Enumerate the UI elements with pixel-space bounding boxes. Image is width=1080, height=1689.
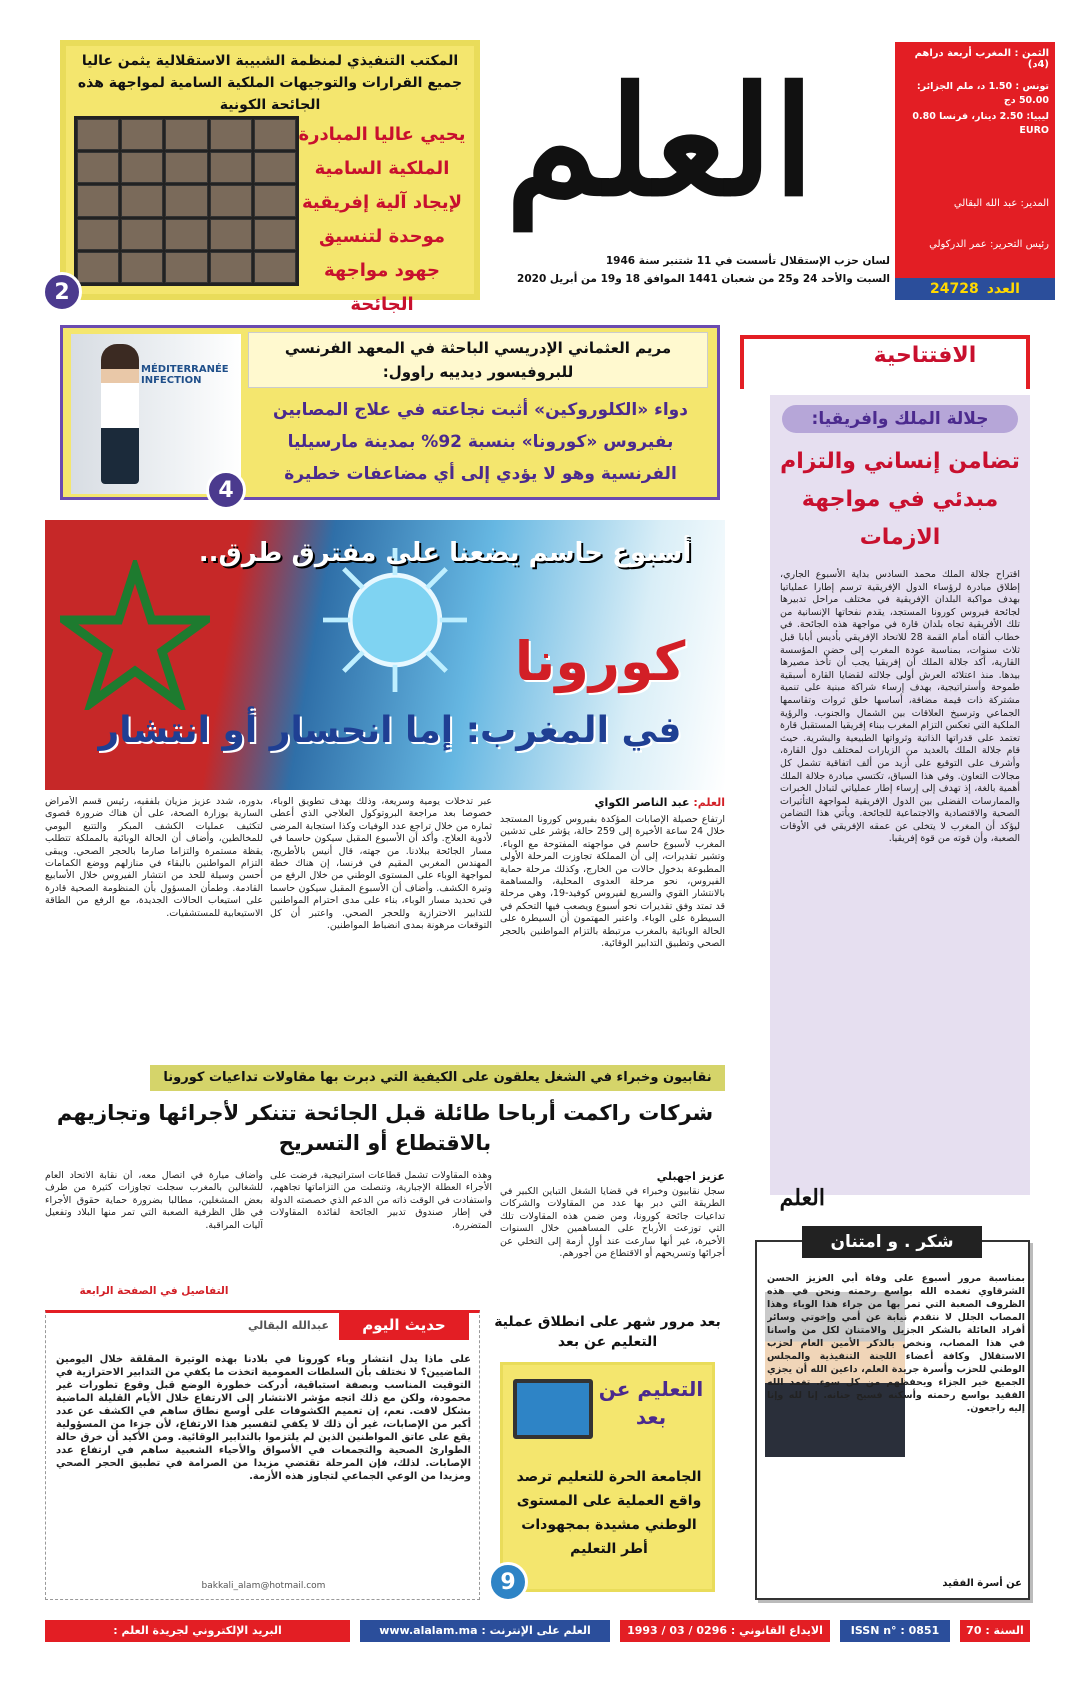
business-column-3: وأضاف ميارة في اتصال معه، أن نقابة الاتحاد العام للشغالين بالمغرب سجلت تجاوزات كثيرة من طرف بعض المشغلين، مطالبا بضرورة حماية حقوق الأجراء في ظل الظرفية الصعبة التي تمر منها البلاد وتفعيل آليات المراقبة. — [45, 1170, 263, 1231]
business-headline: شركات راكمت أرباحا طائلة قبل الجائحة تتنكر لأجرائها وتجازيهم بالاقتطاع أو التسريح — [56, 1101, 714, 1155]
video-conference-photo — [74, 116, 299, 286]
business-column-2: وهذه المقاولات تشمل قطاعات استراتيجية، فرضت على الأجراء العطلة الإجبارية، وتنصلت من التزاماتها تجاههم، واستفادت في الوقت ذاته من الدعم الذي خصصته الدولة في إطار صندوق تدبير الجائحة لفائدة المقاولات المتضررة. — [270, 1170, 492, 1231]
director-text: المدير: عبد الله البقالي — [953, 198, 1049, 209]
laptop-icon — [513, 1379, 593, 1439]
footer-bar — [45, 1620, 1030, 1659]
footer-year: السنة : 70 — [960, 1620, 1030, 1642]
column-box — [45, 1310, 480, 1600]
thanks-label: شكر . و امتنان — [830, 1232, 954, 1252]
business-kicker-box — [150, 1065, 725, 1091]
editorial — [740, 335, 1030, 1245]
price-text: الثمن : المغرب أربعة دراهم (4د) — [914, 48, 1049, 70]
abroad-price-1: تونس : 1.50 د، ملم الجزائر: 50.00 دج — [916, 81, 1049, 106]
business-byline: عزيز اجهبلي — [656, 1170, 725, 1183]
editorial-kicker: جلالة الملك وافريقيا: — [782, 405, 1018, 433]
page-4-badge: 4 — [206, 470, 246, 510]
issue-label: العدد — [986, 281, 1020, 297]
editorial-text: اقتراح جلالة الملك محمد السادس بداية الأسبوع الجاري، إطلاق مبادرة لرؤساء الدول الإفريقية ترسم إطارا عملياتيا بهدف مواكبة البلدان الإفريقية في مختلف مراحل تدبيرها لجائحة فيروس كورونا المستجد، يقدم نفحاتها الإنسانية من تلك الأفريقية تجاه بلدان قارة في مواجهة هذه الجائحة. في خطاب ألقاه أمام القمة 28 للاتحاد الإفريقي بأديس أبابا قبل ثلاث سنوات، بمناسبة عودة المغرب إلى حضن المؤسسة القارية، أكد جلالة الملك أن إفريقيا يجب أن تأخذ مصيرها بيدها. منذ اعتلائه العرش أولى جلالته لقضايا القارة أسبقية طموحة وأستراتيجية، بهدف إرساء شراكة مبنية على تنمية مشتركة ذات قيمة مضافة، أساسها خلق ثروات وتقاسمها الجماعي وترسيخ العلاقات بين الشمال والجنوب. والرؤية الملكية التي تعكس التزام المغرب ببناء إفريقيا المستقبل قارة تعتمد على قدراتها الذاتية وثرواتها الطبيعية والبشرية. حيث قام جلالة الملك بالعديد من الزيارات لمختلف دول القارة، وأشرف على التوقيع على أزيد من ألف اتفاقية تشمل كل مجالات التعاون. وفي هذا السياق، تكتسي مبادرة جلالة الملك أهمية بالغة، إذ تهدف إلى إرساء إطار عملياتي لتبادل الخبرات والممارسات الفضلى بين الدول الإفريقية لمواجهة التأثيرات الصحية والاقتصادية والاجتماعية للجائحة. ويأتي هذا التضامن ليؤكد أن المغرب لا يتخلى عن عمقه الإفريقي في الأوقات الصعبة، وأن قوته من قوة إفريقيا. — [779, 569, 1020, 845]
lead-word: كورونا — [514, 630, 686, 693]
lead-column-3: بدوره، شدد عزيز مزيان بلفقيه، رئيس قسم الأمراض السارية بوزارة الصحة، على أن هناك ضرورة قصوى لتكثيف عمليات الكشف المبكر والتتبع اليومي للمخالطين، وأضاف أن الحالة الوبائية بالمملكة تتطلب يقظة مستمرة والتزاما صارما بالحجر الصحي. ويبقى التزام المواطنين بالبقاء في منازلهم ووضع الكمامات أحسن وسيلة للحد من انتشار الفيروس خلال الأسابيع القادمة. وطمأن المسؤول بأن المنظومة الصحية قادرة على استيعاب الحالات الجديدة، مع الرفع من الطاقة الاستيعابية للمستشفيات. — [45, 796, 263, 919]
issue-box — [895, 278, 1055, 300]
footer-web-link[interactable]: www.alalam.ma — [379, 1624, 478, 1637]
teaser-9-headline: بعد مرور شهر على انطلاق عملية التعليم عن بعد — [494, 1314, 721, 1350]
thanks-label-box — [802, 1226, 982, 1258]
teaser-4-kicker-box — [248, 332, 708, 388]
column-title: حديث اليوم — [362, 1316, 446, 1334]
lead-byline — [500, 796, 725, 809]
teaser-9-caption: الجامعة الحرة للتعليم ترصد واقع العملية على المستوى الوطني مشيدة بمجهودات أطر التعليم — [516, 1469, 702, 1557]
editorial-headline: تضامن إنساني والتزام مبدئي في مواجهة الازمات — [780, 449, 1020, 550]
teaser-4-kicker: مريم العثماني الإدريسي الباحثة في المعهد الفرنسي للبروفيسور ديدييه راوول: — [284, 339, 672, 381]
teaser-page-2[interactable] — [60, 40, 480, 315]
footer-web-label: العلم على الإنترنت : — [481, 1624, 591, 1637]
lead-overline: أسبوع حاسم يضعنا على مفترق طرق.. — [198, 538, 692, 568]
thanks-notice — [755, 1232, 1030, 1600]
footer-mail-link[interactable]: journalalam@yahoo.fr — [129, 1646, 266, 1659]
researcher-photo — [71, 334, 241, 494]
teaser-4-headline: دواء «الكلوروكين» أثبت نجاعته في علاج المصابين بفيروس «كورونا» بنسبة 92% بمدينة مارسيليا الفرنسية وهو لا يؤدي إلى أي مضاعفات خطيرة — [273, 400, 688, 484]
column-author: عبدالله البقالي — [248, 1319, 329, 1332]
editorial-signature — [765, 1185, 825, 1211]
masthead — [0, 0, 1080, 320]
footer-mail-label: البريد الإلكتروني لجريدة العلم : — [113, 1624, 282, 1637]
business-more-link[interactable]: التفاصيل في الصفحة الرابعة — [79, 1285, 229, 1297]
thanks-sign: عن أسرة الفقيد — [942, 1578, 1022, 1589]
footer-issn: ISSN n° : 0851 — [840, 1620, 950, 1642]
teaser-9-art: التعليم عن بعد — [598, 1377, 704, 1429]
newspaper-logo: العلم — [505, 54, 815, 230]
lead-headline: في المغرب: إما انحسار أو انتشار — [98, 710, 682, 751]
editor-text: رئيس التحرير: عمر الدركولي — [929, 239, 1049, 250]
footer-web-box — [360, 1620, 610, 1642]
teaser-2-subhead: يحيي عاليا المبادرة الملكية السامية لإيجاد آلية إفريقية موحدة لتنسيق جهود مواجهة الجائحة — [298, 124, 466, 315]
page-2-badge: 2 — [42, 272, 82, 312]
lead-column-2: عبر تدخلات يومية وسريعة، وذلك بهدف تطويق الوباء، خصوصا بعد مراجعة البروتوكول العلاجي الذي أعطى ثماره من خلال تراجع عدد الوفيات وكذا استجابة المرضى لأدوية العلاج. وأكد أن الأسبوع المقبل سيكون حاسما في مسار الجائحة ببلادنا. من جهته، قال أنيس بالأطريج، المهندس المغربي المقيم في فرنسا، إن هناك خطة لمواجهة الوباء على المستوى الوطني من خلال الرفع من وتيرة الكشف. وأضاف أن الأسبوع المقبل سيكون حاسما في تحديد مسار الوباء، بناء على مدى احترام المواطنين للتدابير الاحترازية وللحجر الصحي. واعتبر أن كل التوقعات مرهونة بمدى انضباط المواطنين. — [270, 796, 492, 932]
teaser-2-headline: المكتب التنفيذي لمنظمة الشبيبة الاستقلالية يثمن عاليا جميع القرارات والتوجيهات الملكية السامية لمواجهة هذه الجائحة الكونية — [77, 53, 463, 113]
editorial-body — [770, 395, 1030, 1195]
lead-byline-label: العلم: — [693, 796, 725, 809]
teaser-page-9[interactable] — [490, 1310, 725, 1600]
abroad-price-2: ليبيا: 2.50 دينار، فرنسا 0.80 EURO — [912, 111, 1049, 136]
business-kicker: نقابيون وخبراء في الشغل يعلقون على الكيفية التي دبرت بها مقاولات تداعيات كورونا — [163, 1070, 712, 1085]
thanks-text: بمناسبة مرور أسبوع على وفاة أبي العزيز الحسن الشرقاوي تغمده الله بواسع رحمته ونحن في هذه الظروف الصعبة التي تمر بها من جراء هذا الوباء وهذا المصاب الجلل لا نتقدم نيابة عن أمي وإخوتي وسائر أفراد العائلة بالشكر الجزيل والامتنان لكل من واسانا في هذا المصاب، ونخص بالذكر الأمين العام لحزب الاستقلال وكافة أعضاء اللجنة التنفيذية والمجلس الوطني للحزب وأسرة جريدة العلم، داعين الله أن يجزي الجميع خير الجزاء ويحفظهم من كل سوء. تغمد الله الفقيد بواسع رحمته وأسكنه فسيح جنانه. إنا لله وإنا إليه راجعون. — [767, 1273, 1025, 1414]
footer-legal: الايداع القانوني : 0296 / 03 / 1993 — [620, 1620, 830, 1642]
column-text: على ماذا يدل انتشار وباء كورونا في بلادنا بهذه الوتيرة المقلقة خلال اليومين الماضيين؟ لا نختلف بأن السلطات العمومية اتخذت ما يكفي من التدابير الاحترازية في التوقيت المناسب وبصفة استباقية، أدركت خطورة الوضع قبل وقوع تطورات غير محمودة، ولكن مع ذلك اتجه مؤشر الانتشار إلى الارتفاع خلال الأيام القليلة الماضية بشكل لافت. نعم، إن تعميم الكشوفات على أوسع نطاق ساهم في الكشف عن عدد أكبر من الإصابات، غير أن ذلك لا يكفي لتفسير هذا الارتفاع، لأن جزءا من المسؤولية يقع على عاتق المواطنين الذين لم يلتزموا بالتدابير الوقائية. ومن الأكيد أن خرق حالة الطوارئ الصحية والتجمعات في الأسواق والأحياء الشعبية ساهم في ارتفاع عدد الإصابات. لذلك، فإن المرحلة تقتضي مزيدا من الصرامة في تطبيق الحجر الصحي ومزيدا من الوعي الجماعي لتجاوز هذه الأزمة. — [56, 1354, 471, 1482]
lead-column-1: ارتفاع حصيلة الإصابات المؤكدة بفيروس كورونا المستجد خلال 24 ساعة الأخيرة إلى 259 حالة، يؤشر على تدشين المغرب لأسبوع حاسم في مواجهته المفتوحة مع الوباء. وتشير تقديرات، إلى أن المملكة تجاوزت المرحلة الأولى المطبوعة بدخول حالات من الخارج، وكذلك مرحلة حماية الفيروس، نحو مرحلة العدوى المحلية، والمساهمة بالانتشار القوي والسريع لفيروس كوفيد-19، وهي مرحلة قد تمتد وفق تقديرات نحو أسبوع ويصعب فيها التحكم في السيطرة على الوباء. واعتبر المهتمون أن السيطرة على الحالة الوبائية بالمغرب مرتبطة بالتزام المواطنين بالحجر الصحي وتطبيق التدابير الوقائية. — [500, 814, 725, 950]
business-column-1: سجل نقابيون وخبراء في قضايا الشغل التباين الكبير في الطريقة التي دبر بها عدد من المقاولات والشركات تداعيات جائحة كورونا، ومن ضمن هذه المقاولات تلك التي توزعت الأرباح على المساهمين خلال السنوات الأخيرة، غير أنها سارعت عند أول أزمة إلى التخلي عن أجرائها وتسريحهم أو الاقتطاع من أجورهم. — [500, 1186, 725, 1260]
editorial-signature-logo: العلم — [779, 1185, 825, 1211]
lead-byline-author: عبد الناصر الكواي — [594, 796, 690, 809]
column-email[interactable]: bakkali_alam@hotmail.com — [201, 1581, 326, 1591]
page-9-badge: 9 — [488, 1562, 528, 1602]
star-icon — [60, 560, 210, 710]
lead-image — [45, 520, 725, 790]
editorial-label: الافتتاحية — [873, 343, 977, 368]
teaser-9-box — [500, 1362, 715, 1592]
footer-mail-box — [45, 1620, 350, 1659]
banner-text: MÉDITERRANÉE INFECTION — [141, 364, 229, 386]
price-box — [895, 42, 1055, 294]
teaser-page-4[interactable] — [60, 325, 720, 500]
column-title-box — [339, 1310, 469, 1340]
issue-number: 24728 — [930, 281, 979, 297]
founded-line: لسان حزب الإستقلال تأسست في 11 شتنبر سنة 1946 — [605, 255, 890, 267]
date-line: السبت والأحد 24 و25 من شعبان 1441 الموافق 18 و19 من أبريل 2020 — [517, 273, 890, 285]
